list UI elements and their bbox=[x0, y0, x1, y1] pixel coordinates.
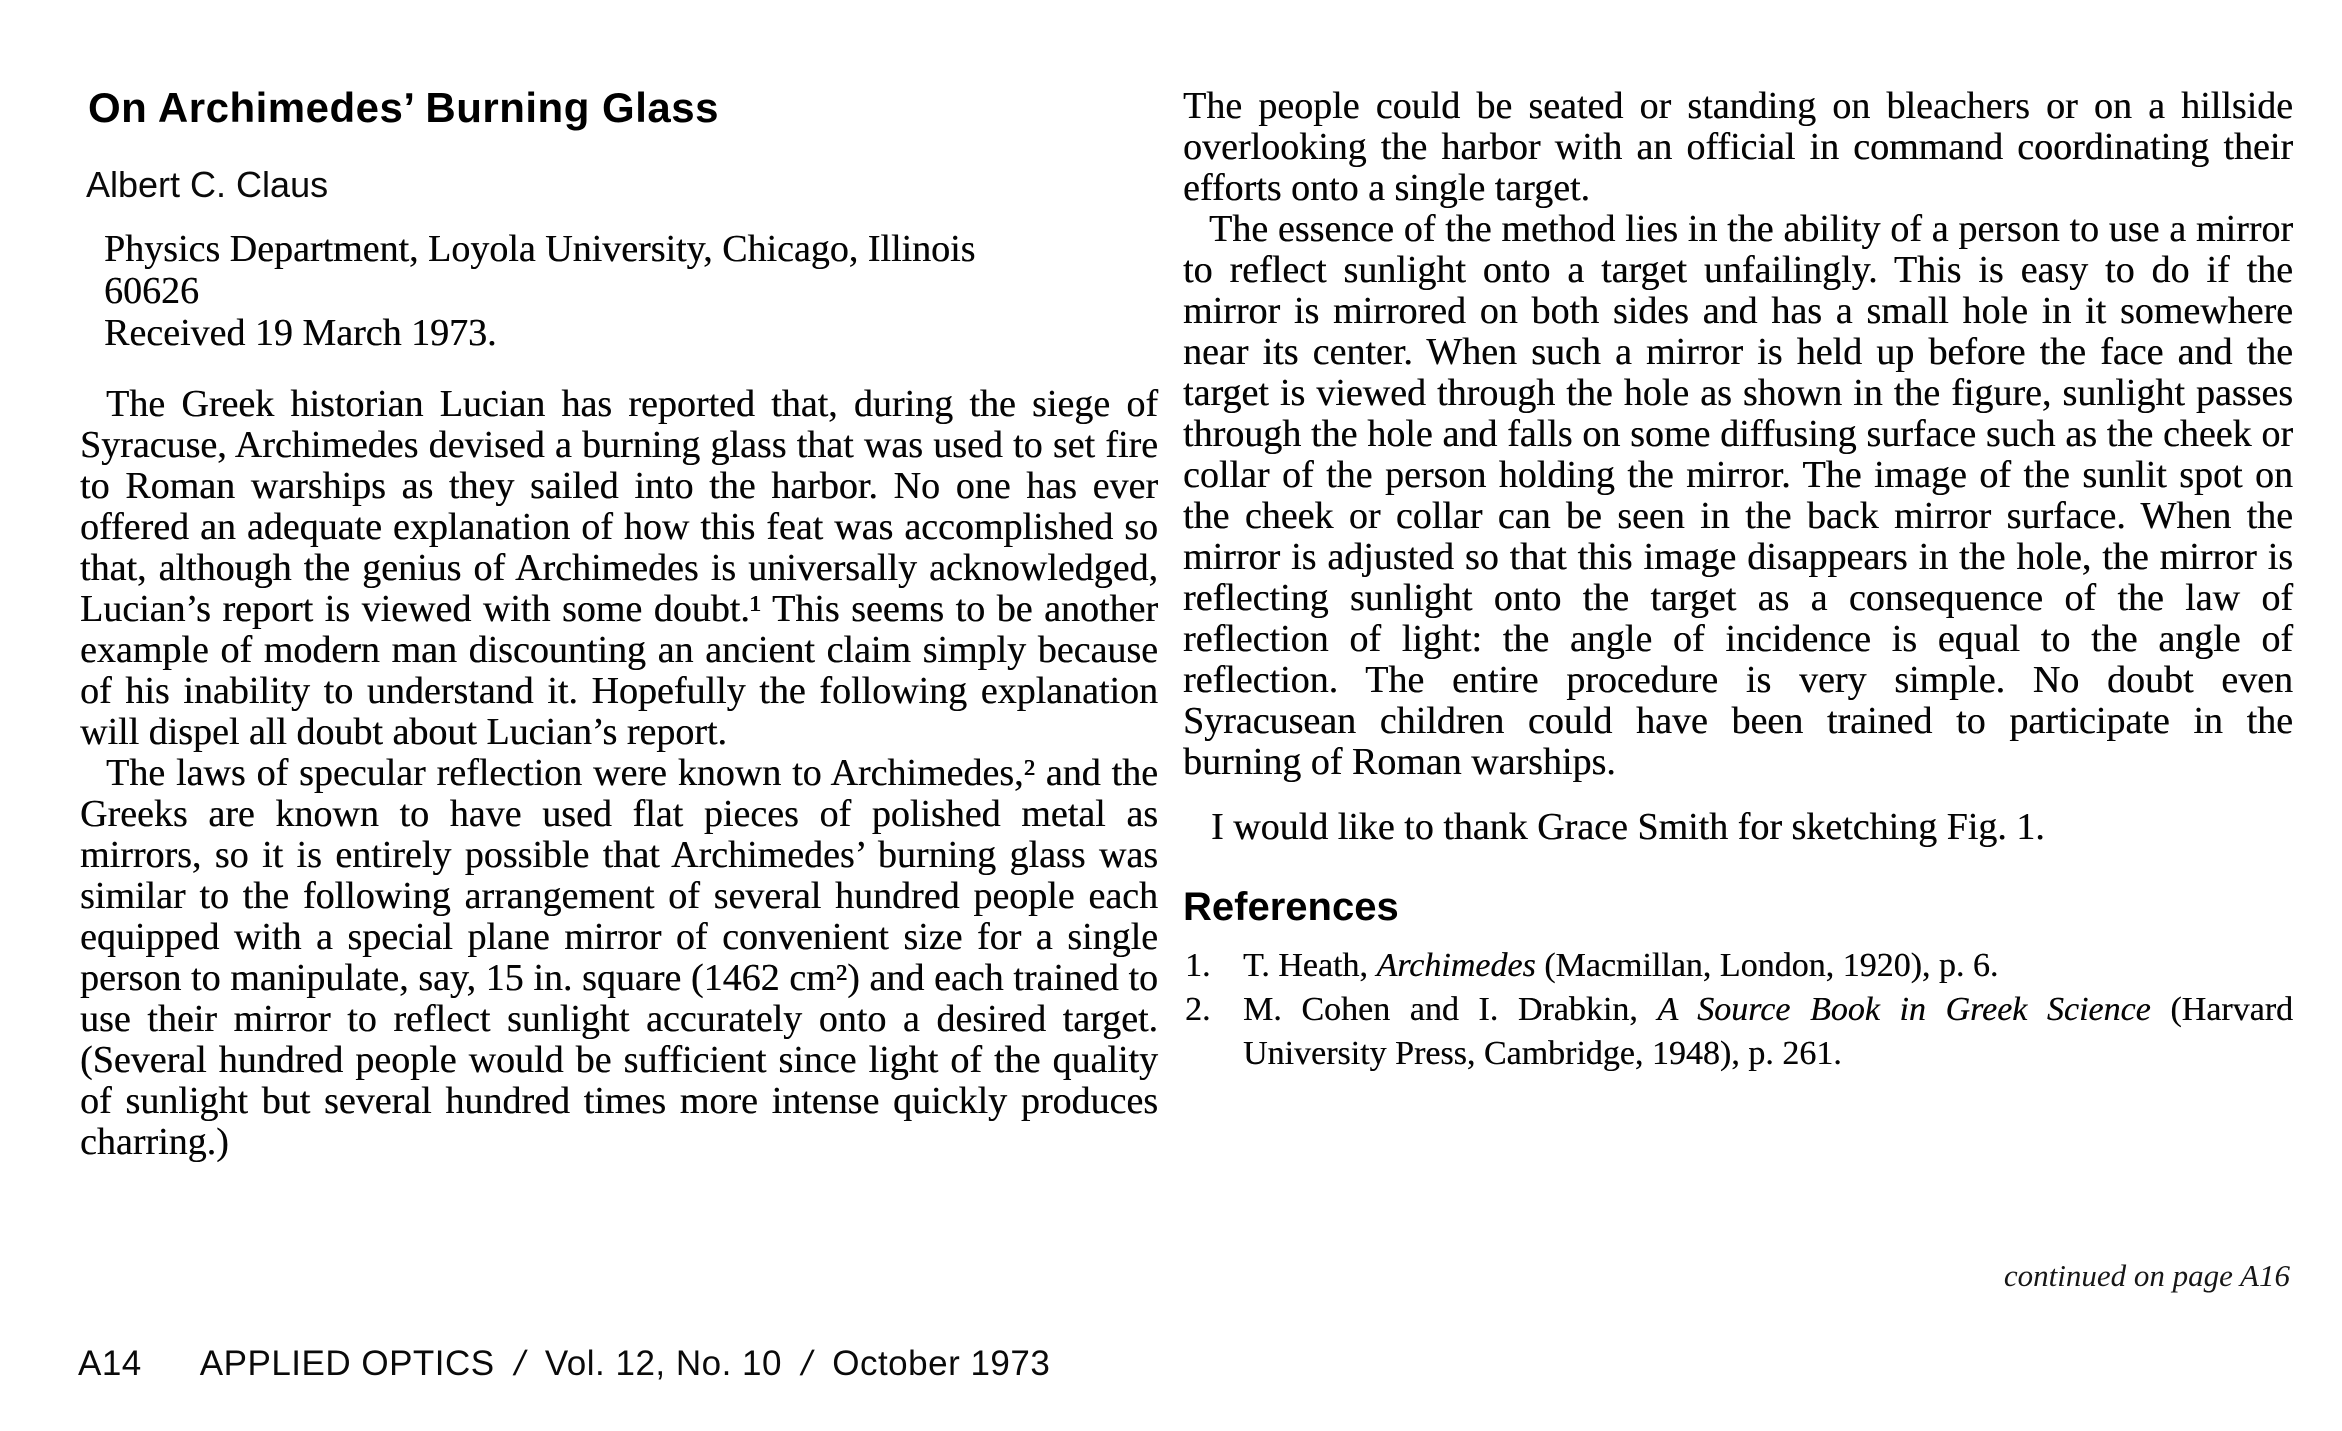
footer-journal-name: APPLIED OPTICS bbox=[199, 1344, 495, 1383]
footer-page-number: A14 bbox=[78, 1344, 142, 1383]
footer-separator: / bbox=[510, 1344, 530, 1383]
left-column-body bbox=[80, 384, 1158, 1163]
received-date: Received 19 March 1973. bbox=[104, 312, 497, 354]
left-column bbox=[80, 86, 1158, 1163]
affiliation-line: Physics Department, Loyola University, Chicago, Illinois bbox=[104, 228, 976, 270]
references-heading: References bbox=[1183, 885, 1399, 929]
affiliation-zip: 60626 bbox=[104, 270, 199, 312]
reference-text: M. Cohen and I. Drabkin, bbox=[1243, 991, 1658, 1028]
reference-item bbox=[1183, 944, 2293, 988]
references-list bbox=[1183, 944, 2293, 1076]
body-paragraph: The essence of the method lies in the ability of a person to use a mirror to reflect sunlight onto a target unfailingly. This is easy to do if the mirror is mirrored on both sides and has a small hole in it somewhere near its center. When such a mirror is held up before the face and the target is viewed through the hole as shown in the figure, sunlight passes through the hole and falls on some diffusing surface such as the cheek or collar of the person holding the mirror. The image of the sunlit spot on the cheek or collar can be seen in the back mirror surface. When the mirror is adjusted so that this image disappears in the hole, the mirror is reflecting sunlight onto the target as a consequence of the law of reflection of light: the angle of incidence is equal to the angle of reflection. The entire procedure is very simple. No doubt even Syracusean children could have been trained to participate in the burning of Roman warships. bbox=[1183, 208, 2293, 783]
continued-note: continued on page A16 bbox=[2003, 1258, 2290, 1293]
reference-text: (Harvard University Press, Cambridge, 1948), p. 261. bbox=[1243, 991, 2294, 1072]
page-footer bbox=[78, 1344, 1050, 1384]
affiliation-block bbox=[104, 228, 1158, 354]
body-paragraph: The people could be seated or standing on bleachers or on a hillside overlooking the harbor with an official in command coordinating their efforts onto a single target. bbox=[1183, 85, 2293, 209]
acknowledgment-text: I would like to thank Grace Smith for sketching Fig. 1. bbox=[1211, 806, 2045, 848]
page-title: On Archimedes’ Burning Glass bbox=[88, 84, 719, 131]
reference-text: (Macmillan, London, 1920), p. 6. bbox=[1535, 947, 1999, 984]
footer-issue-date: October 1973 bbox=[832, 1344, 1051, 1383]
right-column bbox=[1183, 86, 2293, 1076]
footer-volume: Vol. 12, No. 10 bbox=[544, 1344, 782, 1383]
reference-number: 2. bbox=[1185, 991, 1211, 1028]
reference-book-title: Archimedes bbox=[1376, 947, 1536, 984]
reference-item bbox=[1183, 988, 2293, 1076]
reference-text: T. Heath, bbox=[1243, 947, 1377, 984]
reference-number: 1. bbox=[1185, 947, 1211, 984]
right-column-body bbox=[1183, 86, 2293, 783]
body-paragraph: The Greek historian Lucian has reported that, during the siege of Syracuse, Archimedes devised a burning glass that was used to set fire to Roman warships as they sailed into the harbor. No one has ever offered an adequate explanation of how this feat was accomplished so that, although the genius of Archimedes is universally acknowledged, Lucian’s report is viewed with some doubt.¹ This seems to be another example of modern man discounting an ancient claim simply because of his inability to understand it. Hopefully the following explanation will dispel all doubt about Lucian’s report. bbox=[80, 383, 1158, 753]
author-name: Albert C. Claus bbox=[86, 164, 329, 205]
reference-book-title: A Source Book in Greek Science bbox=[1657, 991, 2151, 1028]
body-paragraph: The laws of specular reflection were known to Archimedes,² and the Greeks are known to have used flat pieces of polished metal as mirrors, so it is entirely possible that Archimedes’ burning glass was similar to the following arrangement of several hundred people each equipped with a special plane mirror of convenient size for a single person to manipulate, say, 15 in. square (1462 cm²) and each trained to use their mirror to reflect sunlight accurately onto a desired target. (Several hundred people would be sufficient since light of the quality of sunlight but several hundred times more intense quickly produces charring.) bbox=[80, 752, 1158, 1163]
footer-separator: / bbox=[797, 1344, 817, 1383]
